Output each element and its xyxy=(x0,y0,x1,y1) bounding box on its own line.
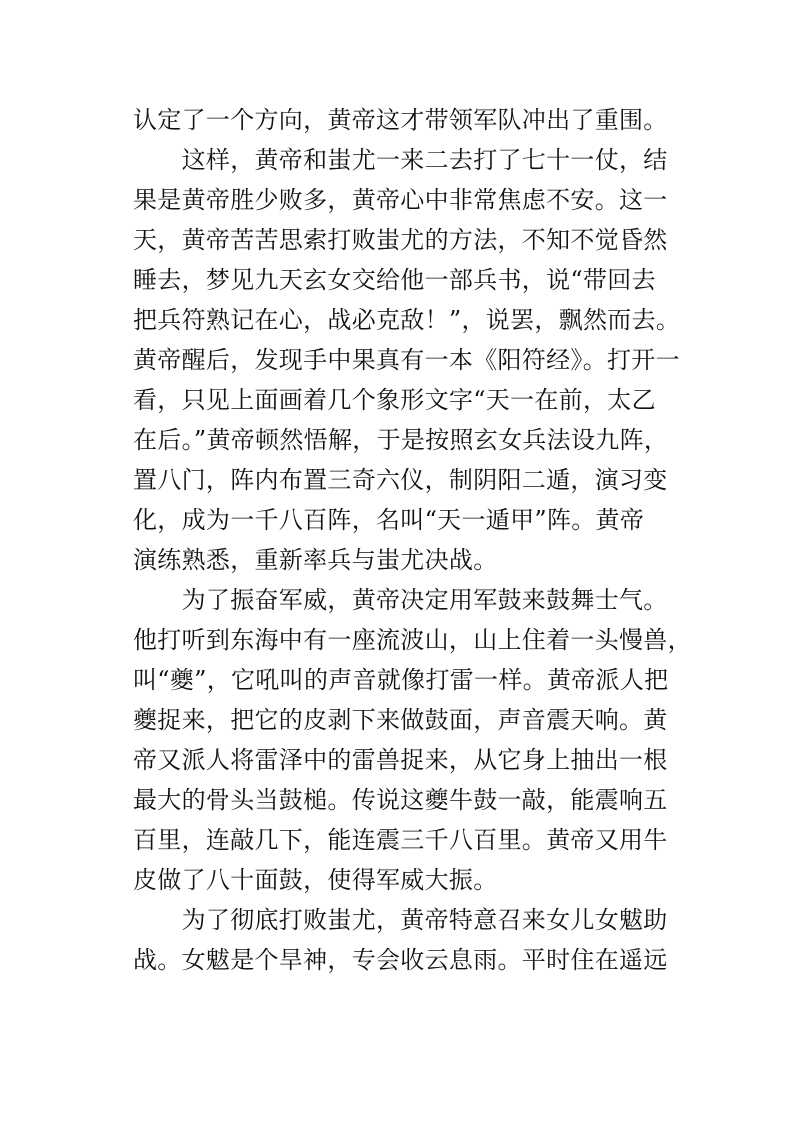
text-line: 皮做了八十面鼓，使得军威大振。 xyxy=(133,866,498,894)
text-line: 这样，黄帝和蚩尤一来二去打了七十一仗，结 xyxy=(133,146,668,174)
text-line: 帝又派人将雷泽中的雷兽捉来，从它身上抽出一根 xyxy=(133,746,668,774)
text-line: 为了振奋军威，黄帝决定用军鼓来鼓舞士气。 xyxy=(133,586,668,614)
text-line: 演练熟悉，重新率兵与蚩尤决战。 xyxy=(133,546,498,574)
body-text xyxy=(133,100,692,980)
text-line: 化，成为一千八百阵，名叫“天一遁甲”阵。黄帝 xyxy=(133,506,645,534)
text-line: 置八门，阵内布置三奇六仪，制阴阳二遁，演习变 xyxy=(133,466,668,494)
text-line: 为了彻底打败蚩尤，黄帝特意召来女儿女魃助 xyxy=(133,906,668,934)
text-line: 叫“夔”，它吼叫的声音就像打雷一样。黄帝派人把 xyxy=(133,666,669,694)
text-line: 睡去，梦见九天玄女交给他一部兵书，说“带回去 xyxy=(133,266,656,294)
text-line: 在后。”黄帝顿然悟解，于是按照玄女兵法设九阵， xyxy=(133,426,669,454)
text-line: 果是黄帝胜少败多，黄帝心中非常焦虑不安。这一 xyxy=(133,186,668,214)
text-line: 最大的骨头当鼓槌。传说这夔牛鼓一敲，能震响五 xyxy=(133,786,668,814)
text-line: 把兵符熟记在心，战必克敌！”，说罢，飘然而去。 xyxy=(133,306,681,334)
text-line: 认定了一个方向，黄帝这才带领军队冲出了重围。 xyxy=(133,106,668,134)
text-line: 战。女魃是个旱神，专会收云息雨。平时住在遥远 xyxy=(133,946,668,974)
text-line: 百里，连敲几下，能连震三千八百里。黄帝又用牛 xyxy=(133,826,668,854)
text-line: 他打听到东海中有一座流波山，山上住着一头慢兽， xyxy=(133,626,692,654)
text-line: 天，黄帝苦苦思索打败蚩尤的方法，不知不觉昏然 xyxy=(133,226,668,254)
text-line: 看，只见上面画着几个象形文字“天一在前，太乙 xyxy=(133,386,656,414)
text-line: 黄帝醒后，发现手中果真有一本《阳符经》。打开一 xyxy=(133,346,680,374)
text-line: 夔捉来，把它的皮剥下来做鼓面，声音震天响。黄 xyxy=(133,706,668,734)
